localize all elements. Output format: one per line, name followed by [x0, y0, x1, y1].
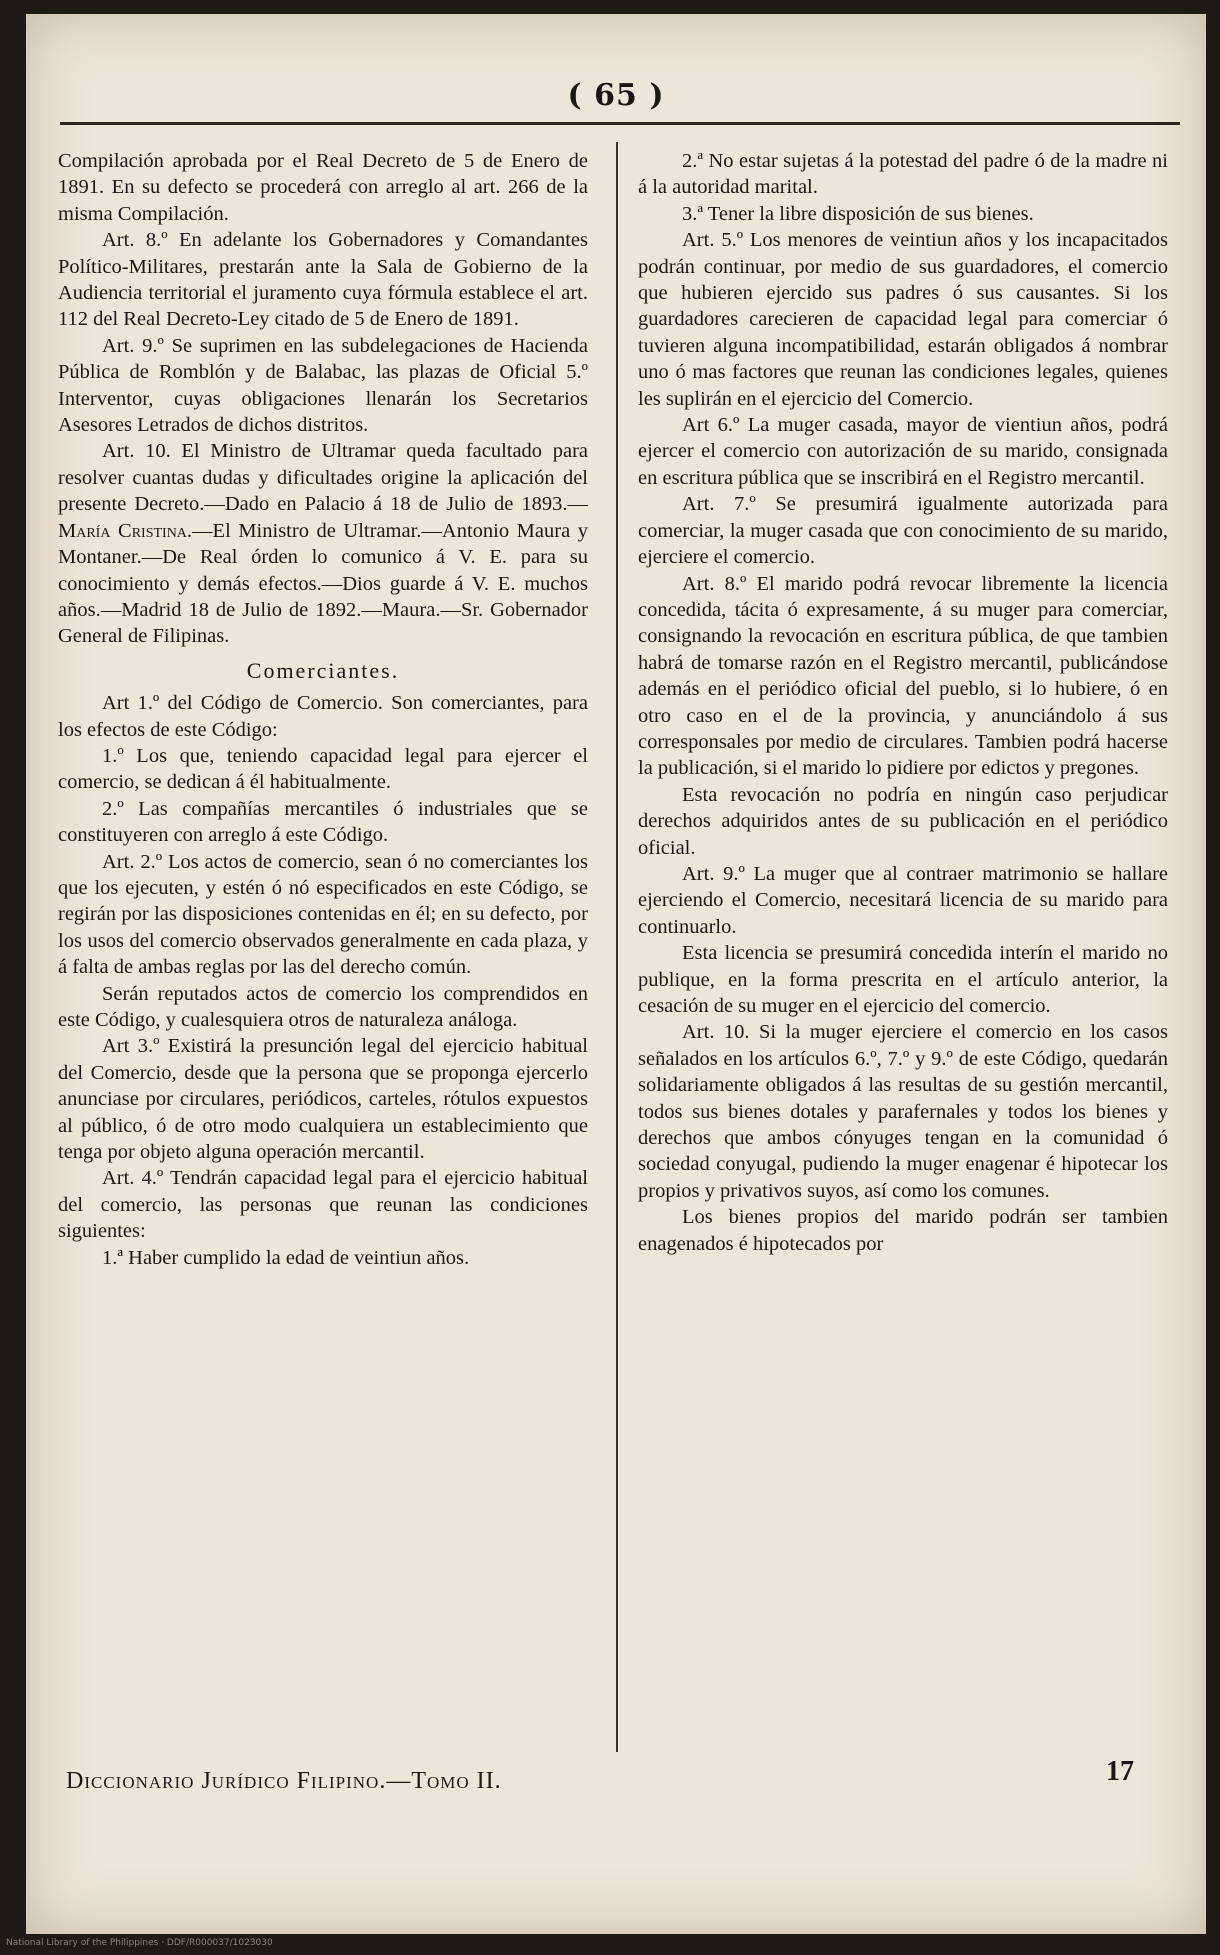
paragraph-code-art-4: Art. 4.º Tendrán capacidad legal para el ejercicio habitual del comercio, las personas que reunan las condiciones siguientes:	[58, 1167, 588, 1243]
paragraph: 3.ª Tener la libre disposición de sus bienes.	[682, 202, 1034, 225]
paragraph: 2.º Las compañías mercantiles ó industriales que se constituyeren con arreglo á este Código.	[58, 797, 588, 847]
paragraph: 1.ª Haber cumplido la edad de veintiun años.	[102, 1246, 470, 1269]
header-rule	[60, 122, 1180, 125]
catalog-tag: National Library of the Philippines · DDF/R000037/1023030	[6, 1938, 273, 1948]
column-divider	[616, 142, 618, 1752]
paragraph: Serán reputados actos de comercio los comprendidos en este Código, y cualesquiera otros de naturaleza análoga.	[58, 982, 588, 1031]
right-column	[638, 148, 1168, 1257]
footer-title: Diccionario Jurídico Filipino.—Tomo II.	[66, 1768, 502, 1794]
paragraph-art-9: Art. 9.º Se suprimen en las subdelegaciones de Hacienda Pública de Romblón y de Balabac, las plazas de Oficial 5.º Interventor, cuyas obligaciones llenarán los Secretarios Asesores Letrados de dichos distritos.	[58, 334, 588, 437]
paragraph-art-8: Art. 8.º En adelante los Gobernadores y Comandantes Político-Militares, prestarán ante la Sala de Gobierno de la Audiencia territorial el juramento cuya fórmula establece el art. 112 del Real Decreto-Ley citado de 5 de Enero de 1891.	[58, 229, 588, 331]
page-number: ( 65 )	[567, 78, 665, 113]
signature-name: María Cristina	[58, 519, 187, 542]
paragraph-code-art-8: Art. 8.º El marido podrá revocar libremente la licencia concedida, tácita ó expresamente, á su muger para comerciar, consignando la revocación en escritura pública, de que tambien habrá de tomarse razón en el Registro mercantil, publicándose además en el periódico oficial del pueblo, si lo hubiere, ó en otro caso en el de la provincia, y anunciándolo á sus corresponsales por medio de circulares. Tambien podrá hacerse la publicación, si el marido lo pidiere por edictos y pregones.	[638, 572, 1168, 780]
section-heading: Comerciantes.	[246, 657, 400, 683]
paragraph: Esta revocación no podría en ningún caso perjudicar derechos adquiridos antes de su publicación en el periódico oficial.	[638, 783, 1168, 859]
paragraph-code-art-9: Art. 9.º La muger que al contraer matrimonio se hallare ejerciendo el Comercio, necesitará licencia de su marido para continuarlo.	[638, 862, 1168, 938]
left-column	[58, 148, 588, 1271]
paragraph: 1.º Los que, teniendo capacidad legal para ejercer el comercio, se dedican á él habitualmente.	[58, 744, 588, 794]
paragraph-code-art-1: Art 1.º del Código de Comercio. Son comerciantes, para los efectos de este Código:	[58, 692, 588, 741]
paragraph-code-art-5: Art. 5.º Los menores de veintiun años y los incapacitados podrán continuar, por medio de sus guardadores, el comercio que hubieren ejercido sus padres ó sus causantes. Si los guardadores carecieren de capacidad legal para comerciar ó tuvieren alguna incompatibilidad, estarán obligados á nombrar uno ó mas factores que reunan las condiciones legales, quienes les suplirán en el ejercicio del Comercio.	[638, 229, 1168, 410]
text-run: .—El Ministro de Ultramar.—Antonio Maura y Montaner.—De Real órden lo comunico á V. E. para su conocimiento y demás efectos.—Dios guarde á V. E. muchos años.—Madrid 18 de Julio de 1892.—Maura.—Sr. Gobernador General de Filipinas.	[58, 519, 589, 648]
paragraph: Los bienes propios del marido podrán ser tambien enagenados é hipotecados por	[638, 1206, 1168, 1255]
paragraph-code-art-3: Art 3.º Existirá la presunción legal del ejercicio habitual del Comercio, desde que la persona que se proponga ejercerlo anunciase por circulares, periódicos, carteles, rótulos expuestos al público, ó de otro modo cualquiera un establecimiento que tenga por objeto alguna operación mercantil.	[58, 1035, 588, 1164]
paragraph-code-art-7: Art. 7.º Se presumirá igualmente autorizada para comerciar, la muger casada que con conocimiento de su marido, ejerciere el comercio.	[638, 493, 1168, 569]
paragraph-code-art-10: Art. 10. Si la muger ejerciere el comercio en los casos señalados en los artículos 6.º, 7.º y 9.º de este Código, quedarán solidariamente obligados á las resultas de su gestión mercantil, todos sus bienes dotales y parafernales y todos los bienes y derechos que ambos cónyuges tengan en la comunidad ó sociedad conyugal, pudiendo la muger enagenar é hipotecar los propios y privativos suyos, así como los comunes.	[638, 1021, 1168, 1202]
paragraph: 2.ª No estar sujetas á la potestad del padre ó de la madre ni á la autoridad marital.	[638, 150, 1168, 199]
paragraph: Esta licencia se presumirá concedida interín el marido no publique, en la forma prescrita en el artículo anterior, la cesación de su muger en el ejercicio del comercio.	[638, 942, 1168, 1017]
text-run: Art. 10. El Ministro de Ultramar queda facultado para resolver cuantas dudas y dificultades origine la aplicación del presente Decreto.—Dado en Palacio á 18 de Julio de 1893.—	[58, 440, 588, 516]
paragraph-code-art-2: Art. 2.º Los actos de comercio, sean ó no comerciantes los que los ejecuten, y estén ó nó especificados en este Código, se regirán por las disposiciones contenidas en él; en su defecto, por los usos del comercio observados generalmente en cada plaza, y á falta de ambas reglas por las del derecho común.	[58, 850, 588, 979]
paragraph-art-10	[58, 438, 588, 649]
signature-mark: 17	[1106, 1756, 1134, 1787]
document-page	[26, 14, 1206, 1934]
paragraph-code-art-6: Art 6.º La muger casada, mayor de vientiun años, podrá ejercer el comercio con autorización de su marido, consignada en escritura pública que se inscribirá en el Registro mercantil.	[638, 414, 1168, 489]
paragraph: Compilación aprobada por el Real Decreto de 5 de Enero de 1891. En su defecto se procederá con arreglo al art. 266 de la misma Compilación.	[58, 150, 588, 225]
